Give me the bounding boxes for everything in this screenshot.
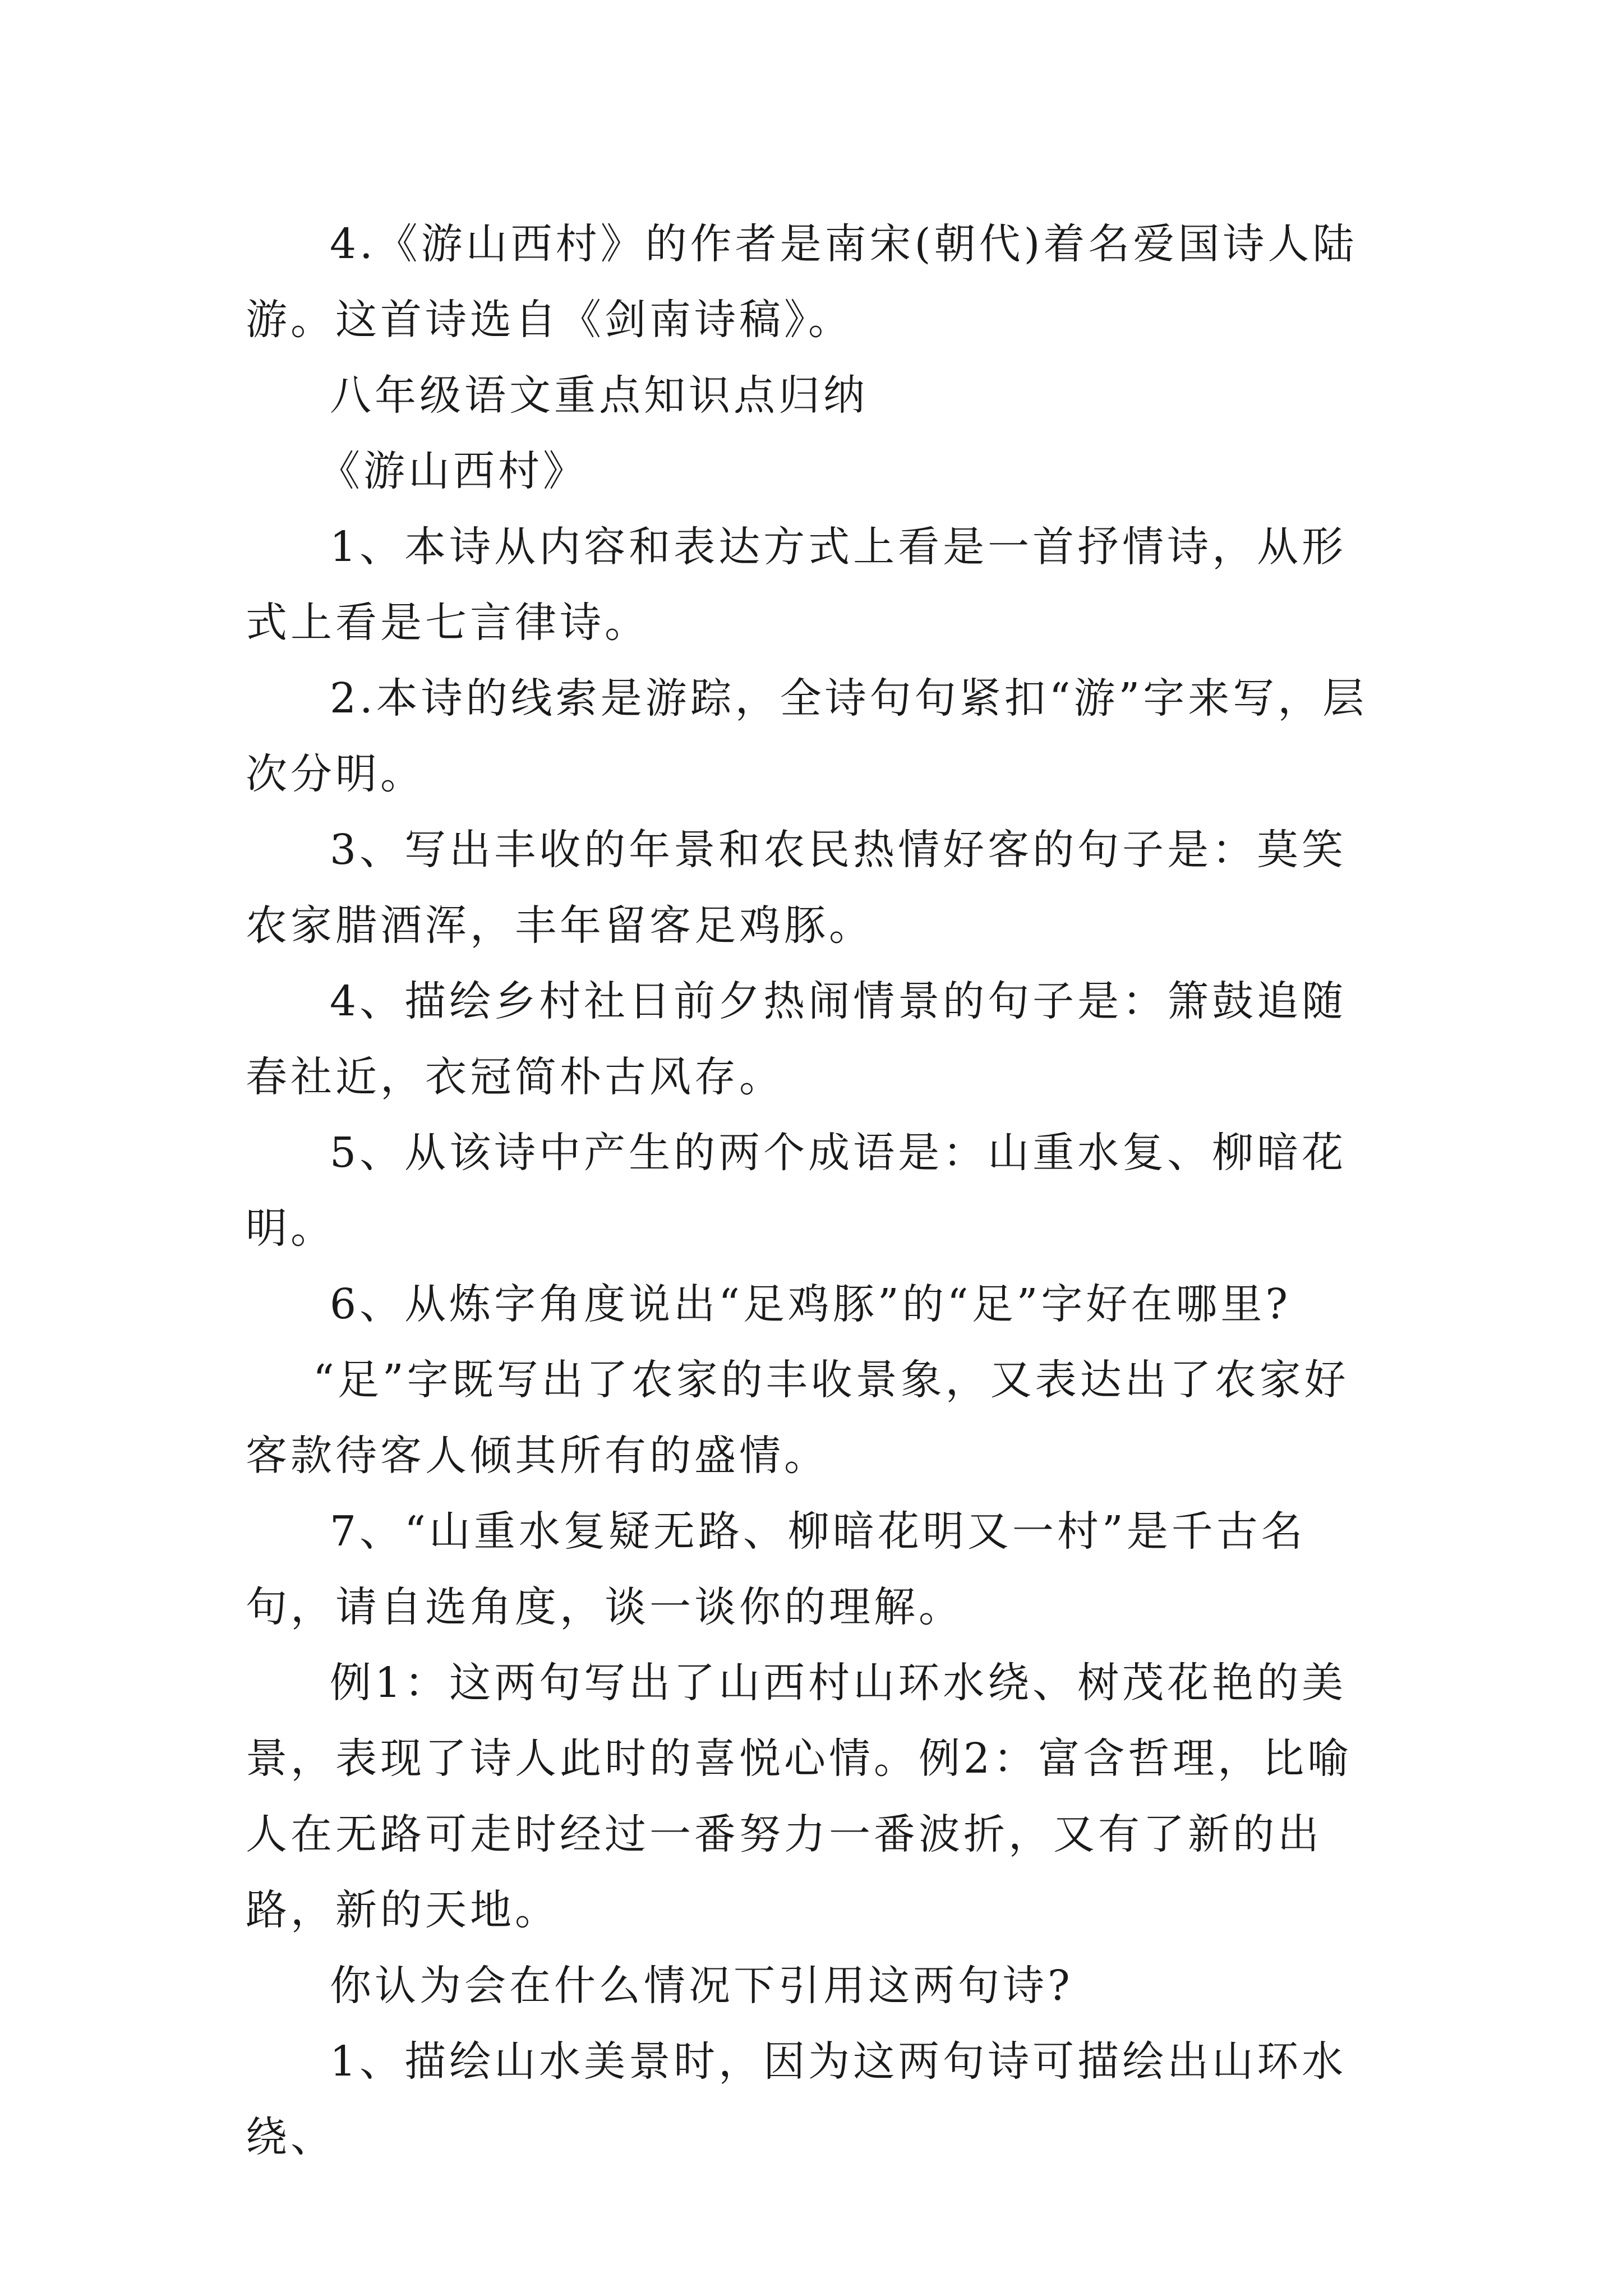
point-5: 5、从该诗中产生的两个成语是：山重水复、柳暗花明。 (246, 1129, 1347, 1253)
point-6-answer: “足”字既写出了农家的丰收景象，又表达出了农家好客款待客人倾其所有的盛情。 (246, 1356, 1349, 1480)
usage-question: 你认为会在什么情况下引用这两句诗? (330, 1962, 1073, 2010)
section-heading: 八年级语文重点知识点归纳 (330, 371, 868, 420)
point-7-examples: 例1：这两句写出了山西村山环水绕、树茂花艳的美景，表现了诗人此时的喜悦心情。例2：富含哲理，比喻人在无路可走时经过一番努力一番波折，又有了新的出路，新的天地。 (246, 1659, 1353, 1934)
point-2: 2.本诗的线索是游踪，全诗句句紧扣“游”字来写，层次分明。 (246, 674, 1368, 798)
usage-answer-1: 1、描绘山水美景时，因为这两句诗可描绘出山环水绕、 (246, 2037, 1347, 2161)
paragraph-author-info: 4.《游山西村》的作者是南宋(朝代)着名爱国诗人陆游。这首诗选自《剑南诗稿》。 (246, 220, 1358, 344)
point-7-question: 7、“山重水复疑无路、柳暗花明又一村”是千古名句，请自选角度，谈一谈你的理解。 (246, 1507, 1306, 1631)
poem-title: 《游山西村》 (319, 447, 588, 495)
point-3: 3、写出丰收的年景和农民热情好客的句子是：莫笑农家腊酒浑，丰年留客足鸡豚。 (246, 826, 1347, 950)
point-4: 4、描绘乡村社日前夕热闹情景的句子是：箫鼓追随春社近，衣冠简朴古风存。 (246, 977, 1347, 1101)
point-6-question: 6、从炼字角度说出“足鸡豚”的“足”字好在哪里? (330, 1280, 1292, 1328)
point-1: 1、本诗从内容和表达方式上看是一首抒情诗，从形式上看是七言律诗。 (246, 523, 1347, 647)
document-body (246, 206, 1390, 2175)
